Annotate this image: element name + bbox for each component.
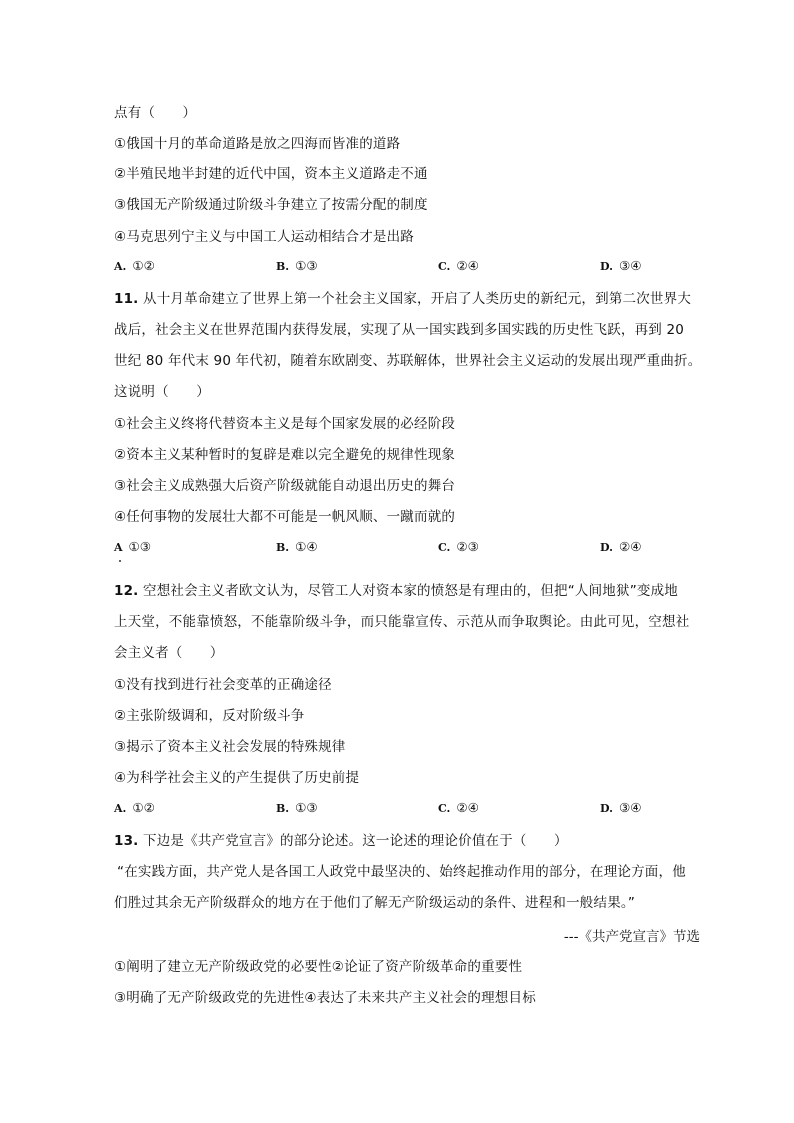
q11-stem-line-3: 世纪 80 年代末 90 年代初，随着东欧剧变、苏联解体，世界社会主义运动的发展出现严重曲折。 [114,353,702,369]
q13-statement-line-2: ③明确了无产阶级政党的先进性④表达了未来共产主义社会的理想目标 [114,990,536,1006]
q12-statement-2: ②主张阶级调和，反对阶级斗争 [114,708,305,724]
q11-option-d[interactable]: D. ②④ [600,539,642,554]
q12-option-c[interactable]: C. ②④ [438,800,479,815]
q13-source: ---《共产党宣言》节选 [563,929,700,945]
q10-statement-2: ②半殖民地半封建的近代中国，资本主义道路走不通 [114,166,428,182]
q13-stem: 13. 下边是《共产党宣言》的部分论述。这一论述的理论价值在于（ ） [114,833,568,849]
q10-statement-3: ③俄国无产阶级通过阶级斗争建立了按需分配的制度 [114,197,428,213]
q12-number: 12. [114,583,139,599]
q11-option-b[interactable]: B. ①④ [276,539,318,554]
q11-stem-line-1: 11. 从十月革命建立了世界上第一个社会主义国家，开启了人类历史的新纪元，到第二次世界大 [114,291,692,307]
q11-statement-4: ④任何事物的发展壮大都不可能是一帆风顺、一蹴而就的 [114,509,456,525]
q11-option-a[interactable]: A ①③ [114,539,151,554]
q12-statement-4: ④为科学社会主义的产生提供了历史前提 [114,770,360,786]
q12-option-d[interactable]: D. ③④ [600,800,642,815]
q11-stem-line-2: 战后，社会主义在世界范围内获得发展，实现了从一国实践到多国实践的历史性飞跃，再到 20 [114,322,685,338]
q11-statement-1: ①社会主义终将代替资本主义是每个国家发展的必经阶段 [114,416,456,432]
q12-options [114,800,714,820]
q12-option-b[interactable]: B. ①③ [276,800,318,815]
q11-number: 11. [114,291,139,307]
q13-quote-line-2: 们胜过其余无产阶级群众的地方在于他们了解无产阶级运动的条件、进程和一般结果。” [114,895,636,911]
q11-statement-2: ②资本主义某种暂时的复辟是难以完全避免的规律性现象 [114,447,456,463]
q10-options [114,258,714,278]
q10-option-a[interactable]: A. ①② [114,258,155,273]
q12-stem-line-3: 会主义者（ ） [114,645,224,661]
q13-statement-line-1: ①阐明了建立无产阶级政党的必要性②论证了资产阶级革命的重要性 [114,959,523,975]
q11-option-c[interactable]: C. ②③ [438,539,479,554]
q10-statement-1: ①俄国十月的革命道路是放之四海而皆准的道路 [114,136,401,152]
q10-option-c[interactable]: C. ②④ [438,258,479,273]
q13-quote-line-1: “在实践方面，共产党人是各国工人政党中最坚决的、始终起推动作用的部分，在理论方面，他 [117,864,686,880]
q10-option-b[interactable]: B. ①③ [276,258,318,273]
q12-option-a[interactable]: A. ①② [114,800,155,815]
q10-statement-4: ④马克思列宁主义与中国工人运动相结合才是出路 [114,229,415,245]
q12-stem-line-2: 上天堂，不能靠愤怒，不能靠阶级斗争，而只能靠宣传、示范从而争取舆论。由此可见，空想社 [114,614,690,630]
q12-statement-1: ①没有找到进行社会变革的正确途径 [114,677,332,693]
q12-statement-3: ③揭示了资本主义社会发展的特殊规律 [114,739,346,755]
q12-stem-line-1: 12. 空想社会主义者欧文认为，尽管工人对资本家的愤怒是有理由的，但把“人间地狱”变成地 [114,583,679,599]
q11-stem-line-4: 这说明（ ） [114,384,210,400]
intro-line: 点有（ ） [114,105,197,121]
q11-options [114,539,714,559]
q10-option-d[interactable]: D. ③④ [600,258,642,273]
q13-number: 13. [114,833,139,849]
q11-statement-3: ③社会主义成熟强大后资产阶级就能自动退出历史的舞台 [114,478,456,494]
stray-dot [119,560,121,562]
